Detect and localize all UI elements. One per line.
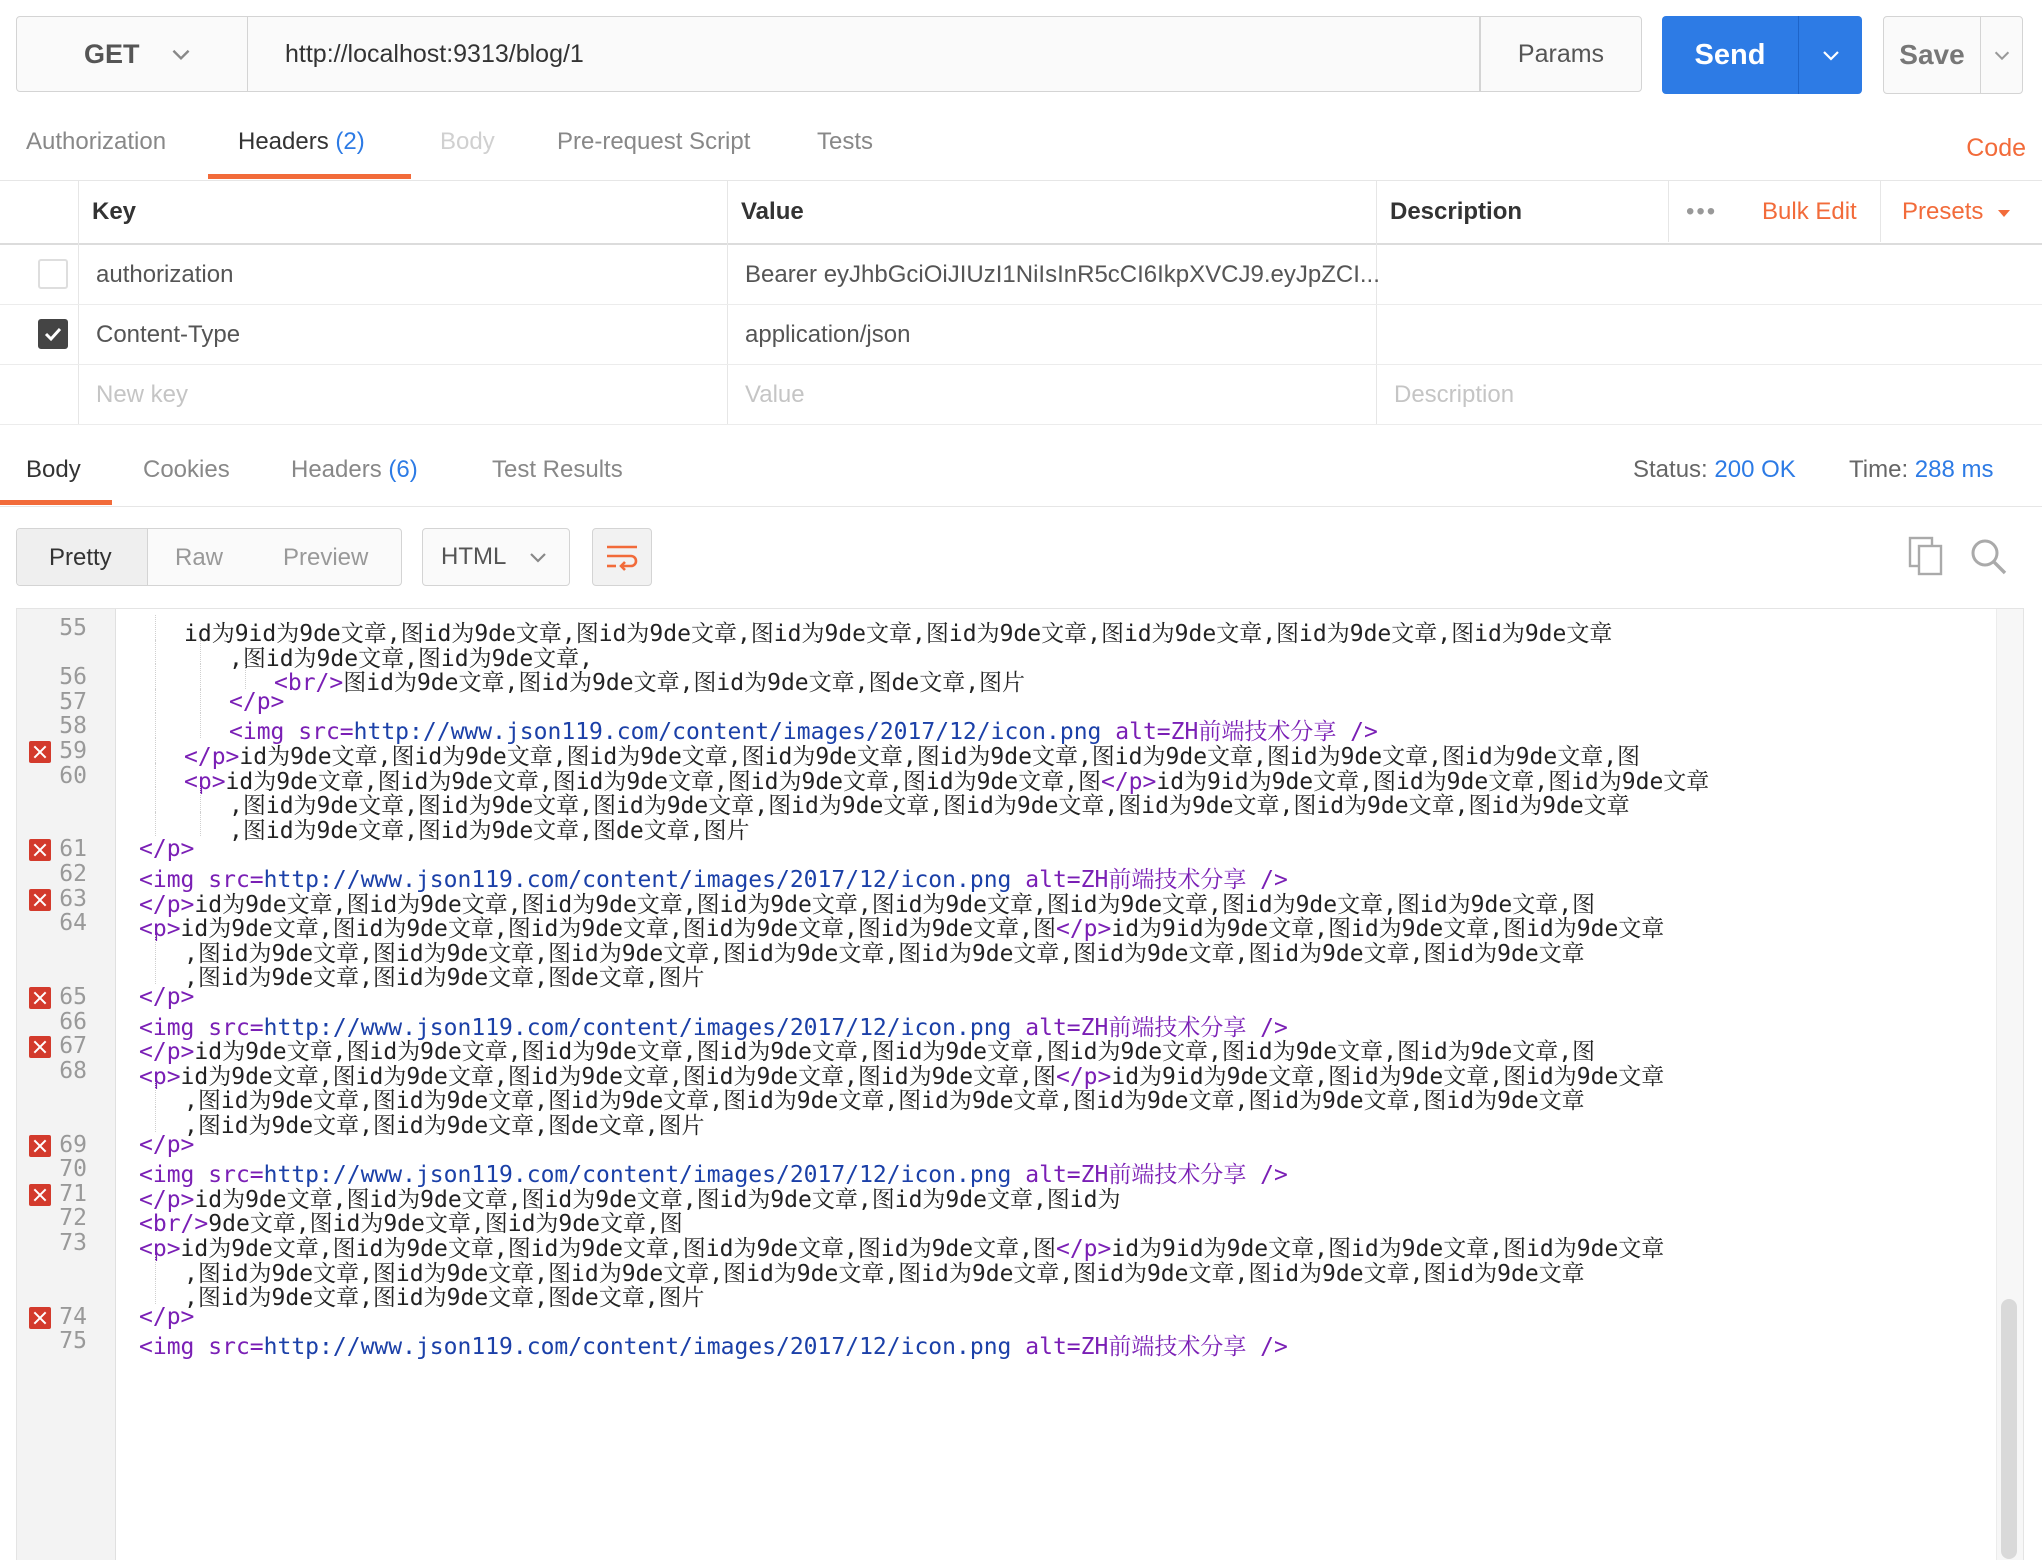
code-text: id为9de文章,图id为9de文章,图id为9de文章,图id为9de文章,图id为9de文章,图 [180, 1063, 1056, 1090]
line-number: 75 [59, 1328, 87, 1355]
column-key: Key [92, 198, 137, 225]
send-label: Send [1694, 38, 1766, 71]
code-text: id为9de文章,图id为9de文章,图id为9de文章,图id为9de文章,图id为9de文章,图id为9de文章,图id为9de文章,图id为9de文章,图 [239, 744, 1641, 770]
error-marker-icon[interactable] [29, 839, 51, 861]
error-marker-icon[interactable] [29, 1307, 51, 1329]
code-text: ,图id为9de文章,图id为9de文章, [229, 645, 594, 672]
line-number: 67 [59, 1033, 87, 1060]
search-icon[interactable] [1968, 536, 2008, 576]
send-button[interactable] [1662, 16, 1862, 94]
scrollbar-thumb[interactable] [2001, 1299, 2017, 1559]
indent-guide [155, 959, 156, 984]
url-text: http://localhost:9313/blog/1 [285, 39, 584, 68]
code-token: <br/> [139, 1211, 209, 1238]
indent-guide [155, 1082, 156, 1107]
indent-guide [200, 713, 201, 738]
code-line [184, 959, 705, 992]
status-readout [1633, 456, 1796, 484]
code-text: ,图id为9de文章,图id为9de文章,图id为9de文章,图id为9de文章,图id为9de文章,图id为9de文章,图id为9de文章,图id为9de文章 [184, 1260, 1585, 1287]
code-token: ZH前端技术分享 /> [1170, 719, 1378, 746]
code-token: </p> [139, 1303, 195, 1330]
tab-authorization[interactable] [26, 128, 166, 156]
indent-guide [155, 1107, 156, 1132]
error-marker-icon[interactable] [29, 889, 51, 911]
wrap-lines-icon [604, 542, 640, 572]
status-value: 200 OK [1714, 456, 1796, 483]
url-input[interactable] [248, 16, 1480, 92]
format-label: HTML [441, 543, 507, 570]
code-token: src= [208, 1014, 264, 1041]
column-value: Value [741, 198, 804, 225]
view-mode-selector [16, 528, 402, 586]
code-token: </p> [139, 891, 195, 918]
indent-guide [245, 664, 246, 689]
code-line [139, 1304, 194, 1330]
indent-guide [200, 664, 201, 689]
code-text: ,图id为9de文章,图id为9de文章,图de文章,图片 [184, 1285, 705, 1312]
request-bar [16, 16, 2023, 94]
bulk-edit-button[interactable]: Bulk Edit [1762, 198, 1857, 225]
code-token: <img [139, 1162, 209, 1189]
code-token: src= [208, 867, 264, 893]
indent-guide [155, 1279, 156, 1304]
indent-guide [155, 812, 156, 837]
code-text: id为9id为9de文章,图id为9de文章,图id为9de文章 [1111, 916, 1665, 943]
time-label: Time: [1849, 456, 1909, 483]
vertical-scrollbar[interactable] [1996, 609, 2023, 1560]
indent-guide [155, 664, 156, 689]
checkmark-icon [40, 321, 66, 347]
status-label: Status: [1633, 456, 1708, 483]
code-line [229, 689, 284, 715]
tab-response-body[interactable] [26, 456, 81, 484]
header-key[interactable]: Content-Type [96, 321, 241, 348]
time-value: 288 ms [1914, 456, 1994, 483]
code-token: ZH前端技术分享 /> [1080, 1014, 1288, 1041]
code-text: id为9id为9de文章,图id为9de文章,图id为9de文章 [1111, 1236, 1665, 1262]
indent-guide [200, 787, 201, 812]
indent-guide [155, 640, 156, 665]
code-token: ZH前端技术分享 /> [1080, 1162, 1288, 1189]
code-token: </p> [1055, 1063, 1112, 1090]
table-row [0, 244, 2042, 305]
save-label: Save [1899, 39, 1965, 70]
code-line [139, 1132, 194, 1158]
code-text: id为9de文章,图id为9de文章,图id为9de文章,图id为9de文章,图id为9de文章,图id为9de文章,图id为9de文章,图id为9de文章,图 [194, 1039, 1596, 1066]
tab-label: Pre-request Script [557, 128, 751, 155]
presets-button[interactable] [1902, 198, 2012, 226]
tab-headers[interactable] [238, 128, 365, 156]
code-token: </p> [1100, 768, 1157, 795]
code-text: ,图id为9de文章,图id为9de文章,图de文章,图片 [229, 817, 750, 844]
indent-guide [155, 763, 156, 788]
indent-guide [200, 640, 201, 665]
code-token: ZH前端技术分享 /> [1080, 867, 1288, 893]
tab-label: Cookies [143, 456, 230, 483]
line-number: 65 [59, 984, 87, 1010]
time-readout [1849, 456, 1993, 484]
column-description: Description [1390, 198, 1523, 225]
indent-guide [155, 935, 156, 960]
error-marker-icon[interactable] [29, 741, 51, 763]
code-text: id为9id为9de文章,图id为9de文章,图id为9de文章 [1156, 768, 1710, 795]
tab-label: Body [26, 456, 81, 483]
line-number: 59 [59, 738, 87, 764]
active-tab-indicator [208, 174, 411, 179]
code-line [139, 836, 194, 862]
code-token: <p> [139, 1063, 181, 1090]
wrap-lines-button[interactable] [592, 528, 652, 586]
indent-guide [155, 615, 156, 640]
column-divider [1880, 180, 1881, 242]
code-line [184, 1279, 705, 1312]
line-number: 73 [59, 1230, 87, 1256]
error-marker-icon[interactable] [29, 1036, 51, 1058]
code-token: </p> [184, 744, 240, 770]
line-number: 66 [59, 1008, 87, 1035]
response-code-view[interactable] [16, 608, 2024, 1560]
code-token: <img [139, 867, 209, 893]
line-number: 55 [59, 615, 87, 641]
view-mode-raw[interactable]: Raw [175, 544, 224, 571]
tab-tests[interactable] [817, 128, 873, 156]
error-marker-icon[interactable] [29, 987, 51, 1009]
header-value[interactable]: application/json [745, 321, 911, 348]
indent-guide [200, 689, 201, 714]
method-select[interactable] [16, 16, 248, 92]
code-token: </p> [139, 1039, 195, 1066]
code-text: id为9de文章,图id为9de文章,图id为9de文章,图id为9de文章,图id为9de文章,图 [180, 1236, 1056, 1262]
params-button[interactable] [1480, 16, 1642, 92]
code-token: http://www.json119.com/content/images/2017/12/icon.png [353, 719, 1116, 746]
code-token: src= [208, 1334, 264, 1361]
line-number: 68 [59, 1057, 87, 1084]
tab-label: Test Results [492, 456, 623, 483]
more-options-icon[interactable]: ••• [1686, 198, 1718, 225]
code-text: ,图id为9de文章,图id为9de文章,图id为9de文章,图id为9de文章,图id为9de文章,图id为9de文章,图id为9de文章,图id为9de文章 [184, 940, 1585, 967]
code-line [184, 1107, 705, 1140]
code-token: <img [139, 1014, 209, 1041]
line-number: 70 [59, 1156, 87, 1183]
indent-guide [155, 787, 156, 812]
line-number: 69 [59, 1131, 87, 1158]
line-number: 62 [59, 861, 87, 887]
tab-label: Headers [238, 128, 329, 155]
line-number: 74 [59, 1303, 87, 1330]
method-label: GET [84, 38, 140, 69]
tab-count: (2) [335, 128, 365, 155]
line-number: 72 [59, 1205, 87, 1232]
code-text: ,图id为9de文章,图id为9de文章,图de文章,图片 [184, 1113, 705, 1139]
header-value[interactable]: Bearer eyJhbGciOiJIUzI1NiIsInR5cCI6IkpXVCJ9.eyJpZCI... [745, 261, 1380, 288]
row-checkbox[interactable] [38, 319, 68, 349]
code-text: 图id为9de文章,图id为9de文章,图id为9de文章,图de文章,图片 [343, 670, 1026, 697]
error-marker-icon[interactable] [29, 1135, 51, 1157]
chevron-down-icon [526, 545, 550, 569]
tab-response-headers[interactable] [291, 456, 418, 484]
chevron-down-icon [1819, 43, 1843, 67]
tab-test-results[interactable] [492, 456, 623, 484]
code-line [139, 984, 194, 1010]
code-text: id为9de文章,图id为9de文章,图id为9de文章,图id为9de文章,图id为9de文章,图 [180, 916, 1056, 943]
line-number: 56 [59, 664, 87, 691]
code-text: id为9id为9de文章,图id为9de文章,图id为9de文章 [1111, 1063, 1665, 1090]
table-row [0, 304, 2042, 365]
code-text: id为9de文章,图id为9de文章,图id为9de文章,图id为9de文章,图id为9de文章,图 [225, 768, 1101, 795]
tab-label: Headers [291, 456, 382, 483]
copy-icon[interactable] [1908, 536, 1944, 576]
code-link[interactable]: Code [1966, 134, 2026, 162]
code-token: http://www.json119.com/content/images/2017/12/icon.png [263, 1014, 1026, 1041]
indent-guide [200, 812, 201, 837]
tab-body[interactable] [440, 128, 495, 156]
new-key-input[interactable]: New key [96, 381, 189, 408]
indent-guide [155, 1255, 156, 1280]
header-key[interactable]: authorization [96, 261, 234, 288]
indent-guide [155, 689, 156, 714]
code-token: <br/> [274, 670, 344, 697]
new-description-input[interactable]: Description [1394, 381, 1515, 408]
send-options-button[interactable] [1799, 16, 1862, 94]
line-number: 71 [59, 1180, 87, 1207]
code-token: alt= [1025, 1014, 1081, 1041]
caret-down-icon [1996, 205, 2012, 221]
code-text: ,图id为9de文章,图id为9de文章,图id为9de文章,图id为9de文章,图id为9de文章,图id为9de文章,图id为9de文章,图id为9de文章 [184, 1088, 1585, 1115]
indent-guide [155, 713, 156, 738]
chevron-down-icon [1991, 44, 2013, 66]
code-token: alt= [1115, 719, 1171, 746]
line-number: 57 [59, 688, 87, 715]
code-line [229, 812, 750, 845]
code-token: </p> [139, 984, 195, 1010]
code-token: alt= [1025, 1334, 1081, 1361]
code-text: ,图id为9de文章,图id为9de文章,图id为9de文章,图id为9de文章,图id为9de文章,图id为9de文章,图id为9de文章,图id为9de文章 [229, 793, 1630, 820]
code-line [139, 1328, 1288, 1361]
code-token: </p> [1055, 916, 1112, 943]
row-checkbox[interactable] [38, 259, 68, 289]
format-select[interactable] [422, 528, 570, 586]
params-label: Params [1517, 39, 1605, 68]
request-tabs [0, 118, 2042, 181]
code-token: http://www.json119.com/content/images/2017/12/icon.png [263, 867, 1026, 893]
tab-label: Body [440, 128, 495, 155]
code-token: http://www.json119.com/content/images/2017/12/icon.png [263, 1162, 1026, 1189]
tab-label: Tests [817, 128, 874, 155]
code-token: src= [298, 719, 354, 746]
line-number: 64 [59, 910, 87, 937]
code-token: <p> [139, 916, 181, 943]
line-number: 63 [59, 885, 87, 912]
code-text: id为9id为9de文章,图id为9de文章,图id为9de文章,图id为9de文章,图id为9de文章,图id为9de文章,图id为9de文章,图id为9de文章 [184, 621, 1613, 647]
line-number: 61 [59, 836, 87, 863]
tab-cookies[interactable] [143, 456, 230, 484]
response-tabs [0, 436, 2042, 507]
code-token: <p> [184, 768, 226, 795]
code-text: id为9de文章,图id为9de文章,图id为9de文章,图id为9de文章,图id为9de文章,图id为9de文章,图id为9de文章,图id为9de文章,图 [194, 891, 1596, 918]
save-button[interactable] [1883, 16, 2023, 94]
code-token: </p> [1055, 1236, 1112, 1262]
new-value-input[interactable]: Value [745, 381, 805, 408]
presets-label: Presets [1902, 198, 1984, 225]
table-row-new [0, 364, 2042, 425]
active-tab-indicator [0, 500, 112, 505]
code-token: ZH前端技术分享 /> [1080, 1334, 1288, 1361]
table-header-row [0, 180, 2042, 245]
code-token: <p> [139, 1236, 181, 1262]
code-token: </p> [229, 688, 285, 715]
chevron-down-icon [168, 41, 194, 67]
column-divider [1668, 180, 1669, 242]
code-token: </p> [139, 836, 195, 863]
code-token: </p> [139, 1131, 195, 1158]
line-number: 58 [59, 713, 87, 740]
code-token: http://www.json119.com/content/images/2017/12/icon.png [263, 1334, 1026, 1361]
tab-pre-request-script[interactable] [557, 128, 750, 156]
code-text: ,图id为9de文章,图id为9de文章,图de文章,图片 [184, 965, 705, 992]
code-token: alt= [1025, 1162, 1081, 1189]
error-marker-icon[interactable] [29, 1184, 51, 1206]
code-token: </p> [139, 1186, 195, 1213]
code-text: id为9de文章,图id为9de文章,图id为9de文章,图id为9de文章,图id为9de文章,图id为 [194, 1186, 1121, 1213]
code-text: 9de文章,图id为9de文章,图id为9de文章,图 [208, 1211, 683, 1238]
code-token: src= [208, 1162, 264, 1189]
code-token: alt= [1025, 867, 1081, 893]
save-options-button[interactable] [1981, 17, 2023, 93]
code-line [274, 664, 1025, 697]
view-mode-preview[interactable]: Preview [283, 544, 369, 571]
code-token: <img [139, 1334, 209, 1361]
view-mode-pretty[interactable]: Pretty [49, 544, 112, 571]
line-number: 60 [59, 762, 87, 789]
indent-guide [155, 738, 156, 763]
tab-count: (6) [388, 456, 418, 483]
code-token: <img [229, 719, 299, 746]
headers-table [0, 180, 2042, 424]
tab-label: Authorization [26, 128, 167, 155]
